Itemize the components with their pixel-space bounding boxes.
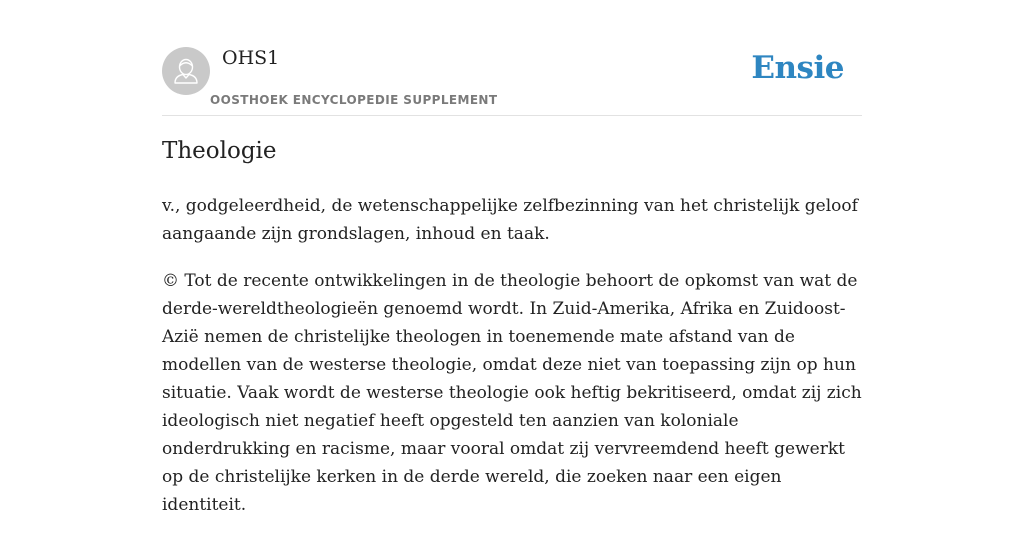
article-paragraph-definition: v., godgeleerdheid, de wetenschappelijke zelfbezinning van het christelijk geloof aangaande zijn grondslagen, inhoud en taak. [162, 196, 858, 244]
user-silhouette-icon [162, 47, 210, 95]
brand-logo[interactable]: Ensie [751, 50, 844, 86]
article-body [162, 192, 862, 538]
source-code[interactable]: OHS1 [222, 47, 280, 69]
article-title: Theologie [162, 138, 277, 164]
article-paragraph-supplement: © Tot de recente ontwikkelingen in de theologie behoort de opkomst van wat de derde-wereldtheologieën genoemd wordt. In Zuid-Amerika, Afrika en Zuidoost-Azië nemen de christelijke theologen in toenemende mate afstand van de modellen van de westerse theologie, omdat deze niet van toepassing zijn op hun situatie. Vaak wordt de westerse theologie ook heftig bekritiseerd, omdat zij zich ideologisch niet negatief heeft opgesteld ten aanzien van koloniale onderdrukking en racisme, maar vooral omdat zij vervreemdend heeft gewerkt op de christelijke kerken in de derde wereld, die zoeken naar een eigen identiteit. [162, 271, 862, 515]
source-name[interactable]: OOSTHOEK ENCYCLOPEDIE SUPPLEMENT [210, 93, 498, 107]
source-avatar[interactable] [162, 47, 210, 95]
page-header [162, 46, 862, 116]
